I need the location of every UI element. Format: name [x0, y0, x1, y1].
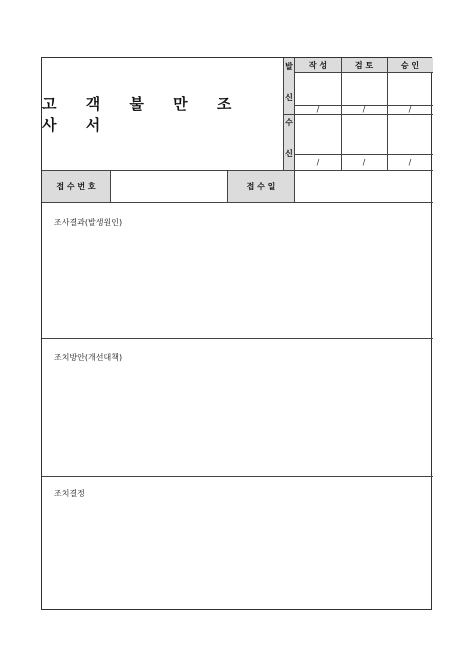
form-frame — [41, 57, 432, 610]
investigation-result-label: 조사결과(발생원인) — [54, 218, 123, 227]
receive-date-review[interactable]: / — [362, 158, 366, 167]
send-date-review[interactable]: / — [362, 105, 366, 114]
receive-date-write[interactable]: / — [316, 158, 320, 167]
receipt-number-field[interactable] — [111, 171, 227, 202]
receive-sign-review[interactable] — [341, 115, 387, 154]
approval-header-write: 작 성 — [308, 60, 328, 70]
corrective-measures-section[interactable] — [42, 339, 433, 476]
investigation-result-section[interactable] — [42, 203, 433, 338]
send-label: 발 신 — [284, 61, 294, 111]
send-date-write[interactable]: / — [316, 105, 320, 114]
send-sign-approve[interactable] — [387, 73, 433, 105]
receive-date-approve[interactable]: / — [408, 158, 412, 167]
send-sign-write[interactable] — [295, 73, 341, 105]
action-decision-section[interactable] — [42, 477, 433, 609]
receive-sign-write[interactable] — [295, 115, 341, 154]
send-sign-review[interactable] — [341, 73, 387, 105]
approval-header-review: 검 토 — [354, 60, 374, 70]
receive-sign-approve[interactable] — [387, 115, 433, 154]
document-title: 고 객 불 만 조 사 서 — [42, 95, 244, 134]
approval-header-approve: 승 인 — [400, 60, 420, 70]
receipt-date-label: 접 수 일 — [246, 182, 276, 191]
receipt-date-field[interactable] — [295, 171, 433, 202]
corrective-measures-label: 조치방안(개선대책) — [54, 353, 123, 362]
receipt-number-label: 접 수 번 호 — [56, 182, 96, 191]
send-date-approve[interactable]: / — [408, 105, 412, 114]
action-decision-label: 조치결정 — [54, 489, 85, 498]
receive-label: 수 신 — [284, 117, 294, 167]
